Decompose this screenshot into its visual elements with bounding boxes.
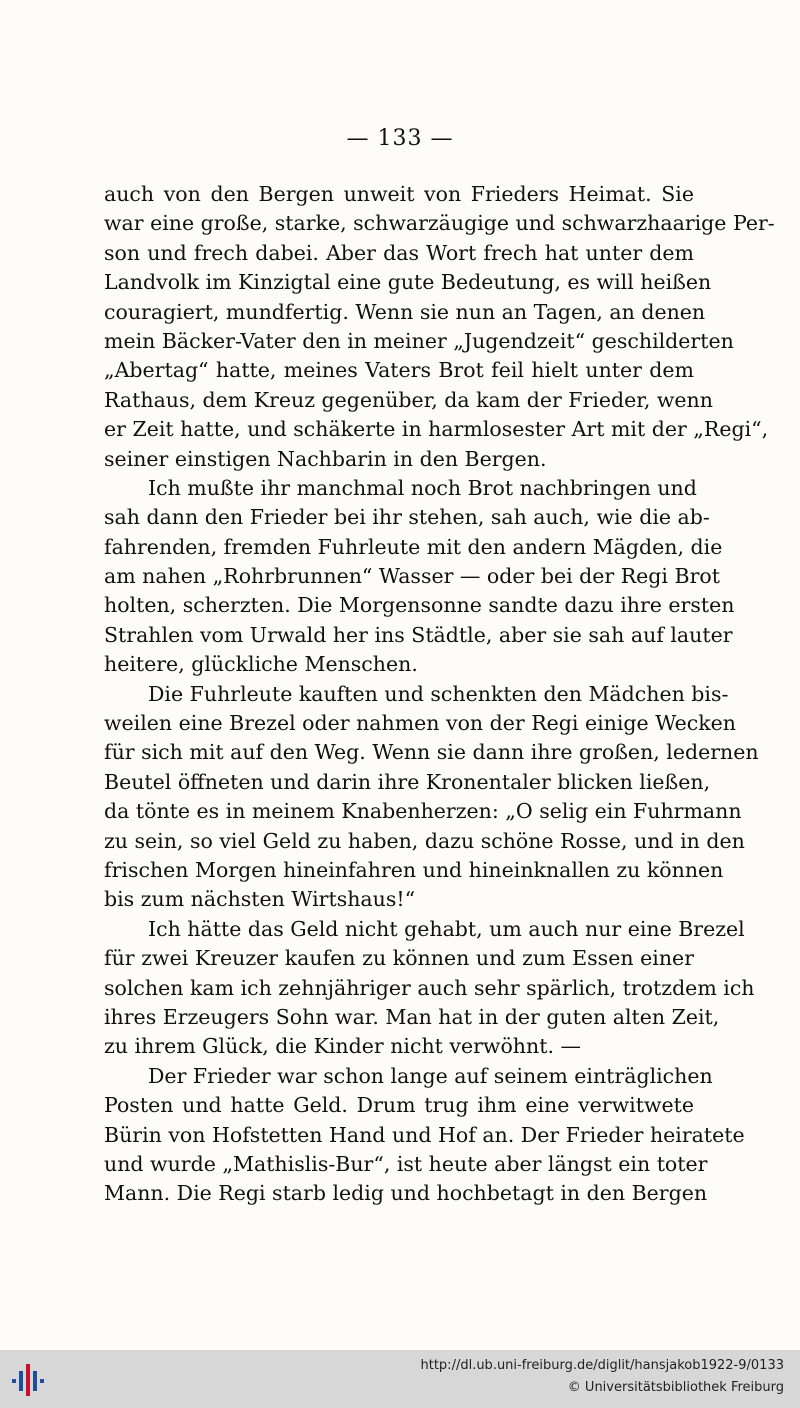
body-text bbox=[104, 180, 775, 1209]
text-line: bis zum nächsten Wirtshaus!“ bbox=[104, 887, 416, 912]
text-line: Bürin von Hofstetten Hand und Hof an. Der Frieder heiratete bbox=[104, 1122, 745, 1147]
text-line: Ich mußte ihr manchmal noch Brot nachbringen und bbox=[148, 475, 697, 500]
text-line: Rathaus, dem Kreuz gegenüber, da kam der Frieder, wenn bbox=[104, 387, 713, 412]
text-line: son und frech dabei. Aber das Wort frech hat unter dem bbox=[104, 240, 694, 265]
text-line: fahrenden, fremden Fuhrleute mit den andern Mägden, die bbox=[104, 534, 723, 559]
text-line: ihres Erzeugers Sohn war. Man hat in der guten alten Zeit, bbox=[104, 1004, 720, 1029]
text-line: er Zeit hatte, und schäkerte in harmlosester Art mit der „Regi“, bbox=[104, 417, 769, 442]
text-line: für zwei Kreuzer kaufen zu können und zum Essen einer bbox=[104, 946, 694, 971]
text-line: zu sein, so viel Geld zu haben, dazu schöne Rosse, und in den bbox=[104, 828, 745, 853]
text-line: holten, scherzten. Die Morgensonne sandte dazu ihre ersten bbox=[104, 593, 735, 618]
copyright-text: © Universitätsbibliothek Freiburg bbox=[567, 1380, 784, 1395]
text-line: auch von den Bergen unweit von Frieders Heimat. Sie bbox=[104, 182, 694, 206]
text-line: Posten und hatte Geld. Drum trug ihm eine verwitwete bbox=[104, 1093, 694, 1118]
ub-freiburg-logo-icon[interactable] bbox=[10, 1360, 52, 1400]
text-line: zu ihrem Glück, die Kinder nicht verwöhnt. — bbox=[104, 1034, 581, 1059]
text-line: weilen eine Brezel oder nahmen von der Regi einige Wecken bbox=[104, 711, 736, 736]
text-line: sah dann den Frieder bei ihr stehen, sah auch, wie die ab- bbox=[104, 505, 710, 530]
source-url-link[interactable]: http://dl.ub.uni-freiburg.de/diglit/hansjakob1922-9/0133 bbox=[420, 1358, 784, 1373]
text-line: Beutel öffneten und darin ihre Kronentaler blicken ließen, bbox=[104, 769, 711, 794]
text-line: am nahen „Rohrbrunnen“ Wasser — oder bei der Regi Brot bbox=[104, 564, 720, 589]
text-line: Der Frieder war schon lange auf seinem einträglichen bbox=[148, 1063, 713, 1088]
text-line: Mann. Die Regi starb ledig und hochbetagt in den Bergen bbox=[104, 1181, 708, 1206]
text-line: seiner einstigen Nachbarin in den Bergen. bbox=[104, 446, 547, 471]
text-line: heitere, glückliche Menschen. bbox=[104, 652, 418, 677]
text-line: solchen kam ich zehnjähriger auch sehr spärlich, trotzdem ich bbox=[104, 975, 755, 1000]
text-line: couragiert, mundfertig. Wenn sie nun an Tagen, an denen bbox=[104, 299, 706, 324]
text-line: Die Fuhrleute kauften und schenkten den Mädchen bis- bbox=[148, 681, 729, 706]
text-line: da tönte es in meinem Knabenherzen: „O selig ein Fuhrmann bbox=[104, 799, 742, 824]
text-line: war eine große, starke, schwarzäugige und schwarzhaarige Per- bbox=[104, 211, 775, 236]
text-line: frischen Morgen hineinfahren und hineinknallen zu können bbox=[104, 857, 724, 882]
text-line: Strahlen vom Urwald her ins Städtle, aber sie sah auf lauter bbox=[104, 622, 733, 647]
text-line: mein Bäcker-Vater den in meiner „Jugendzeit“ geschilderten bbox=[104, 328, 734, 353]
text-line: Ich hätte das Geld nicht gehabt, um auch nur eine Brezel bbox=[148, 916, 745, 941]
text-line: „Abertag“ hatte, meines Vaters Brot feil hielt unter dem bbox=[104, 358, 694, 383]
text-line: und wurde „Mathislis-Bur“, ist heute aber längst ein toter bbox=[104, 1151, 708, 1176]
text-line: Landvolk im Kinzigtal eine gute Bedeutung, es will heißen bbox=[104, 270, 712, 295]
page-number: — 133 — bbox=[346, 126, 454, 151]
text-line: für sich mit auf den Weg. Wenn sie dann ihre großen, ledernen bbox=[104, 740, 759, 765]
footer-bar bbox=[0, 1350, 800, 1408]
